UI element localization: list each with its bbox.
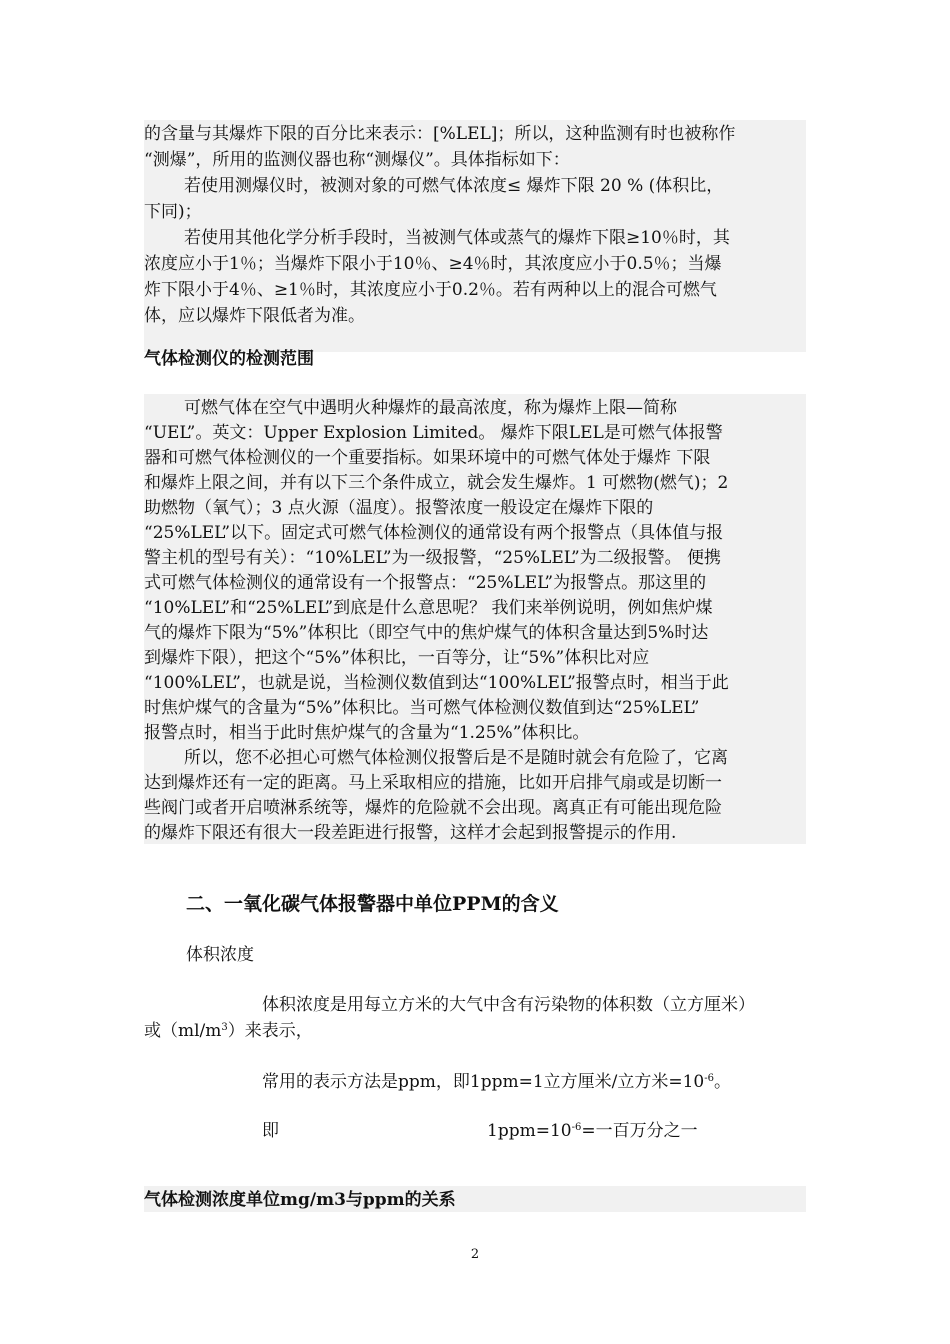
paragraph-line <box>144 1018 806 1044</box>
text-run: 1ppm=10 <box>487 1121 572 1141</box>
paragraph-line: “10%LEL”和“25%LEL”到底是什么意思呢？ 我们来举例说明，例如焦炉煤 <box>144 598 713 618</box>
paragraph-line: 到爆炸下限），把这个“5%”体积比，一百等分，让“5%”体积比对应 <box>144 648 650 668</box>
text-run: 常用的表示方法是ppm，即1ppm=1立方厘米/立方米=10 <box>262 1072 705 1092</box>
text-run: ）来表示， <box>227 1021 313 1041</box>
paragraph-line: 所以，您不必担心可燃气体检测仪报警后是不是随时就会有危险了，它离 <box>184 748 728 768</box>
paragraph-line: 些阀门或者开启喷淋系统等，爆炸的危险就不会出现。离真正有可能出现危险 <box>144 798 722 818</box>
paragraph-line: 和爆炸上限之间，并有以下三个条件成立，就会发生爆炸。1 可燃物(燃气)；2 <box>144 473 729 493</box>
paragraph-line: “UEL”。英文：Upper Explosion Limited。 爆炸下限LEL是可燃气体报警 <box>144 423 723 443</box>
paragraph-line: 的爆炸下限还有很大一段差距进行报警，这样才会起到报警提示的作用. <box>144 823 677 843</box>
text-run: 。 <box>714 1072 731 1092</box>
paragraph-line: 达到爆炸还有一定的距离。马上采取相应的措施，比如开启排气扇或是切断一 <box>144 773 722 793</box>
subheading: 体积浓度 <box>186 945 254 965</box>
paragraph-line: 报警点时，相当于此时焦炉煤气的含量为“1.25%”体积比。 <box>144 723 590 743</box>
paragraph-line: 的含量与其爆炸下限的百分比来表示：[%LEL]；所以，这种监测有时也被称作 <box>144 124 736 144</box>
paragraph-line: 浓度应小于1％；当爆炸下限小于10％、≥4％时，其浓度应小于0.5％；当爆 <box>144 254 722 274</box>
paragraph-line: 器和可燃气体检测仪的一个重要指标。如果环境中的可燃气体处于爆炸 下限 <box>144 448 711 468</box>
superscript: -6 <box>571 1122 582 1133</box>
paragraph-line: 可燃气体在空气中遇明火种爆炸的最高浓度，称为爆炸上限—简称 <box>184 398 677 418</box>
formula-line <box>487 1118 806 1144</box>
paragraph-line: “测爆”，所用的监测仪器也称“测爆仪”。具体指标如下： <box>144 150 570 170</box>
paragraph-line: 警主机的型号有关）：“10%LEL”为一级报警，“25%LEL”为二级报警。 便携 <box>144 548 722 568</box>
paragraph-line: 时焦炉煤气的含量为“5%”体积比。当可燃气体检测仪数值到达“25%LEL” <box>144 698 700 718</box>
paragraph-line: 体，应以爆炸下限低者为准。 <box>144 306 365 326</box>
paragraph-line: 若使用测爆仪时，被测对象的可燃气体浓度≤ 爆炸下限 20 % (体积比， <box>184 176 724 196</box>
paragraph-line: “25%LEL”以下。固定式可燃气体检测仪的通常设有两个报警点（具体值与报 <box>144 523 724 543</box>
page-number: 2 <box>470 1247 480 1262</box>
text-run: =一百万分之一 <box>581 1121 698 1141</box>
chapter-heading: 二、一氧化碳气体报警器中单位PPM的含义 <box>186 893 559 915</box>
formula-label: 即 <box>262 1121 279 1141</box>
text-run: 或（ml/m <box>144 1021 222 1041</box>
paragraph-line: 炸下限小于4％、≥1％时，其浓度应小于0.2％。若有两种以上的混合可燃气 <box>144 280 717 300</box>
paragraph-line: 气的爆炸下限为“5%”体积比（即空气中的焦炉煤气的体积含量达到5%时达 <box>144 623 709 643</box>
paragraph-line: 体积浓度是用每立方米的大气中含有污染物的体积数（立方厘米） <box>262 995 755 1015</box>
formula-line <box>262 1069 806 1095</box>
paragraph-line: 若使用其他化学分析手段时，当被测气体或蒸气的爆炸下限≥10％时，其 <box>184 228 730 248</box>
paragraph-line: 式可燃气体检测仪的通常设有一个报警点：“25%LEL”为报警点。那这里的 <box>144 573 707 593</box>
section-heading: 气体检测仪的检测范围 <box>144 349 314 369</box>
paragraph-line: 下同)； <box>144 202 202 222</box>
section-heading: 气体检测浓度单位mg/m3与ppm的关系 <box>144 1190 456 1210</box>
paragraph-line: “100%LEL”，也就是说，当检测仪数值到达“100%LEL”报警点时，相当于此 <box>144 673 729 693</box>
paragraph-line: 助燃物（氧气）；3 点火源（温度）。报警浓度一般设定在爆炸下限的 <box>144 498 654 518</box>
superscript: 3 <box>221 1022 228 1033</box>
superscript: -6 <box>704 1073 714 1084</box>
